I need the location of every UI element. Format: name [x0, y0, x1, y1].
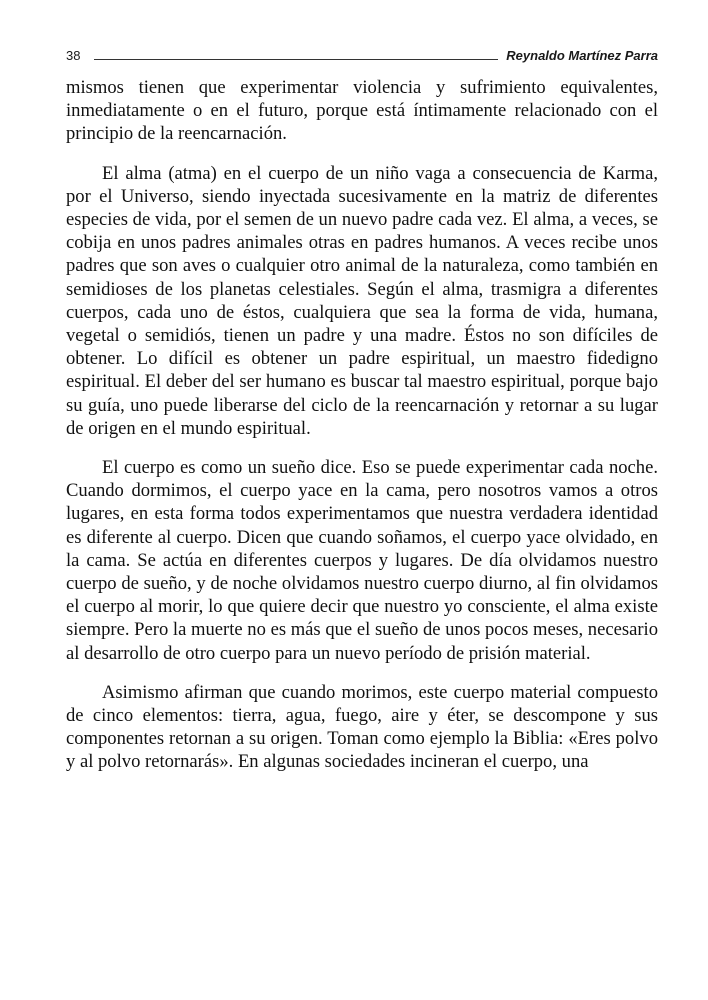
running-head-author: Reynaldo Martínez Parra [506, 48, 658, 63]
paragraph: El cuerpo es como un sueño dice. Eso se puede experimentar cada noche. Cuando dormimos, el cuerpo yace en la cama, pero nosotros vamos a otros lugares, en esta forma todos experimentamos que nuestra verdadera identidad es diferente al cuerpo. Dicen que cuando soñamos, el cuerpo yace olvidado, en la cama. Se actúa en diferentes cuerpos y lugares. De día olvidamos nuestro cuerpo de sueño, y de noche olvidamos nuestro cuerpo diurno, al fin olvidamos el cuerpo al morir, lo que quiere decir que nuestro yo consciente, el alma existe siempre. Pero la muerte no es más que el sueño de unos pocos meses, necesario al desarrollo de otro cuerpo para un nuevo período de prisión material. [66, 457, 658, 664]
page-number: 38 [66, 48, 81, 63]
paragraph: Asimismo afirman que cuando morimos, este cuerpo material compuesto de cinco elementos: tierra, agua, fuego, aire y éter, se descompone y sus componentes retornan a su origen. Toman como ejemplo la Biblia: «Eres polvo y al polvo retornarás». En algunas sociedades incineran el cuerpo, una [66, 681, 658, 773]
page-header [66, 42, 658, 64]
paragraph-continued: mismos tienen que experimentar violencia y sufrimiento equivalentes, inmediatamente o en el futuro, porque está íntimamente relacionado con el principio de la reencarnación. [66, 77, 658, 145]
paragraph: El alma (atma) en el cuerpo de un niño vaga a consecuencia de Karma, por el Universo, siendo inyectada sucesivamente en la matriz de diferentes especies de vida, por el semen de un nuevo padre cada vez. El alma, a veces, se cobija en unos padres animales otras en padres humanos. A veces recibe unos padres que son aves o cualquier otro animal de la naturaleza, como también en semidioses de los planetas celestiales. Según el alma, trasmigra a diferentes cuerpos, cada uno de éstos, cualquiera que sea la forma de vida, humana, vegetal o semidiós, tienen un padre y una madre. Éstos no son difíciles de obtener. Lo difícil es obtener un padre espiritual, un maestro fidedigno espiritual. El deber del ser humano es buscar tal maestro espiritual, porque bajo su guía, uno puede liberarse del ciclo de la reencarnación y retornar a su lugar de origen en el mundo espiritual. [66, 162, 658, 439]
book-page [66, 42, 658, 774]
header-rule [94, 59, 498, 60]
body-text [66, 76, 658, 774]
